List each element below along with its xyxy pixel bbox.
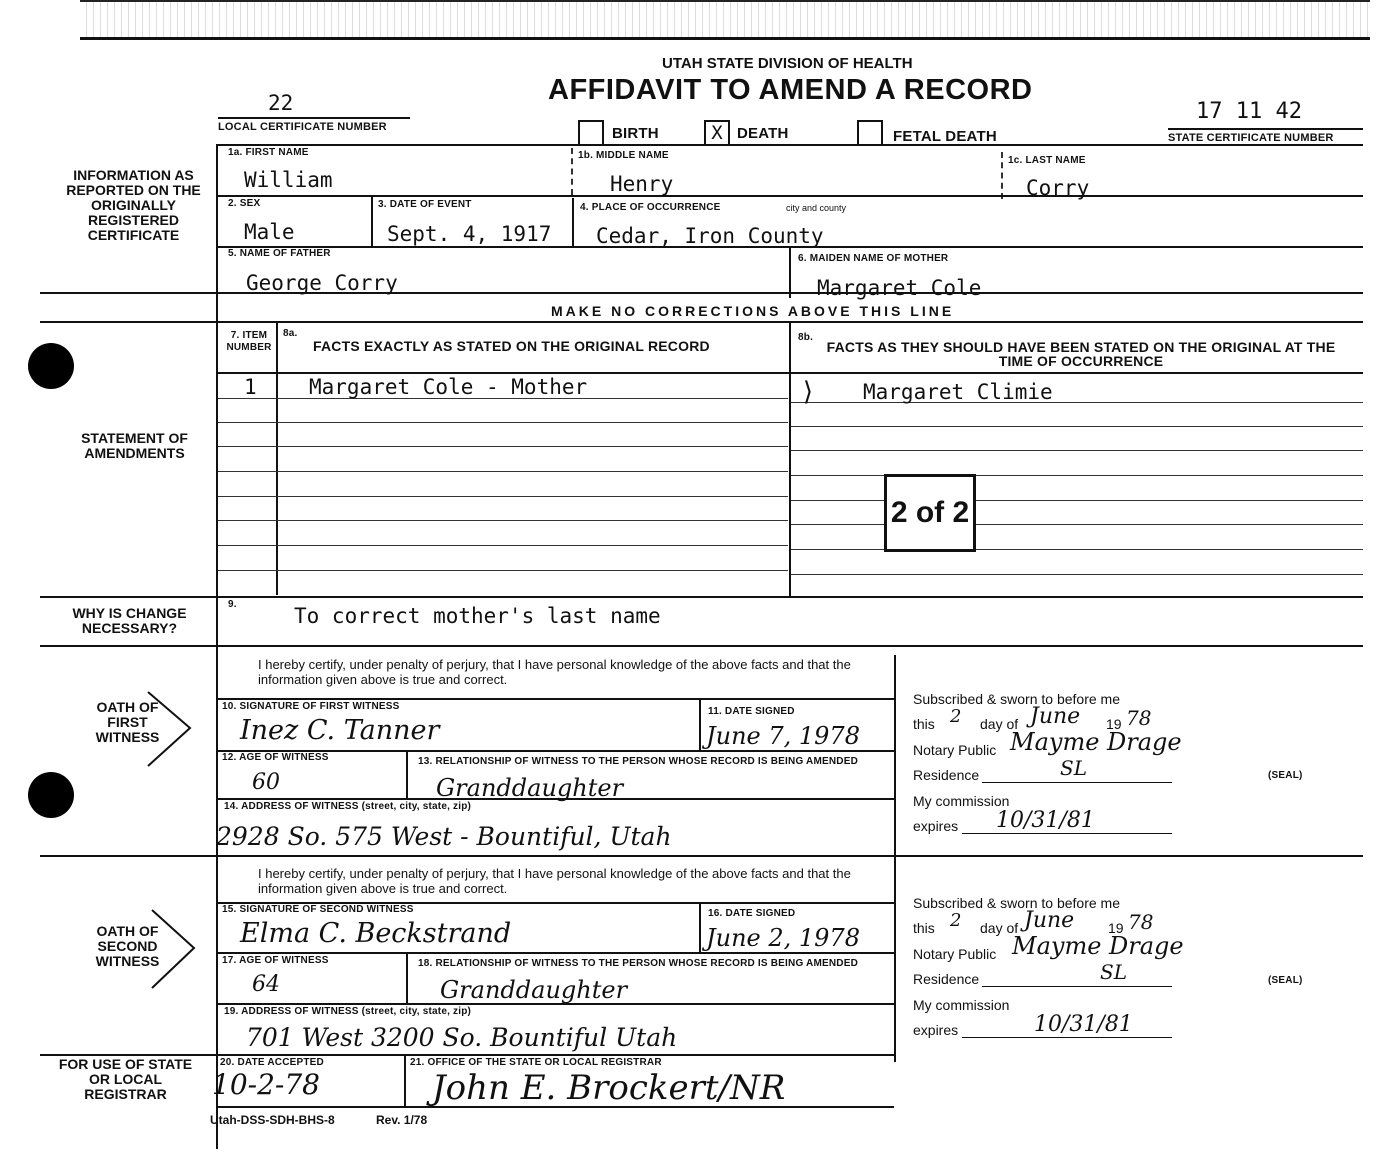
mother-value: Margaret Cole [817, 276, 982, 300]
section-why: WHY IS CHANGE NECESSARY? [72, 605, 187, 636]
divider [406, 750, 408, 798]
reason-tag: 9. [228, 599, 237, 610]
row-rule [218, 422, 788, 423]
registrar-office-label: 21. OFFICE OF THE STATE OR LOCAL REGISTRAR [410, 1057, 662, 1068]
death-checkbox[interactable]: X [704, 120, 730, 146]
notary2-expires-label: expires [913, 1022, 959, 1038]
row-rule [218, 471, 788, 472]
w1-age: 60 [252, 770, 280, 795]
birth-label: BIRTH [612, 125, 659, 142]
row-rule [791, 524, 1363, 525]
w2-address: 701 West 3200 So. Bountiful Utah [246, 1023, 678, 1052]
form-revision: Rev. 1/78 [376, 1113, 428, 1127]
divider [962, 833, 1172, 834]
divider [218, 372, 1363, 374]
notary1-expires-label: expires [913, 818, 959, 834]
divider [40, 855, 1363, 857]
divider [218, 1106, 894, 1108]
amend-corrected-fact: Margaret Climie [863, 380, 1053, 404]
birth-checkbox[interactable] [578, 120, 604, 146]
divider [404, 1056, 406, 1108]
state-cert-label: STATE CERTIFICATE NUMBER [1168, 132, 1334, 144]
w1-relationship-label: 13. RELATIONSHIP OF WITNESS TO THE PERSON WHOSE RECORD IS BEING AMENDED [418, 756, 858, 767]
divider [982, 782, 1172, 783]
notary1-day-of: day of [980, 716, 1019, 732]
row-rule [791, 549, 1363, 550]
first-name-value: William [244, 168, 333, 192]
w2-date: June 2, 1978 [706, 924, 860, 952]
col-8b-tag: 8b. [798, 332, 814, 343]
notary2-month: June [1024, 908, 1075, 933]
divider [789, 246, 791, 298]
date-accepted-label: 20. DATE ACCEPTED [220, 1057, 324, 1068]
oath-certification-text: I hereby certify, under penalty of perjury, that I have personal knowledge of the above facts and that the information given above is true and correct. [258, 657, 851, 687]
amend-arrow: ⟩ [800, 377, 816, 407]
w1-age-label: 12. AGE OF WITNESS [222, 752, 329, 763]
state-cert-number: 17 11 42 [1196, 99, 1302, 124]
divider [1168, 128, 1363, 130]
notary1-day: 2 [950, 706, 962, 727]
divider [40, 292, 1363, 294]
row-rule [218, 545, 788, 546]
w2-age-label: 17. AGE OF WITNESS [222, 955, 329, 966]
row-rule [218, 570, 788, 571]
row-rule [791, 500, 1363, 501]
middle-name-label: 1b. MIDDLE NAME [578, 150, 669, 161]
divider [699, 700, 701, 752]
divider [40, 596, 1363, 598]
section-statement: STATEMENT OF AMENDMENTS [81, 430, 188, 461]
agency-name: UTAH STATE DIVISION OF HEALTH [662, 55, 913, 72]
divider [571, 148, 573, 195]
notary1-seal: (SEAL) [1268, 770, 1303, 781]
notary1-signature: Mayme Drage [1010, 728, 1182, 756]
notary1-residence: SL [1060, 756, 1087, 780]
row-rule [791, 426, 1363, 427]
w2-signature: Elma C. Beckstrand [240, 918, 512, 949]
reason-text: To correct mother's last name [294, 604, 661, 628]
notary2-year: 78 [1128, 910, 1154, 934]
notary2-commission: My commission [913, 997, 1010, 1013]
middle-name-value: Henry [610, 172, 674, 196]
w2-relationship-label: 18. RELATIONSHIP OF WITNESS TO THE PERSON WHOSE RECORD IS BEING AMENDED [418, 958, 858, 969]
divider [1001, 152, 1003, 199]
col-8a-header: FACTS EXACTLY AS STATED ON THE ORIGINAL RECORD [313, 338, 710, 354]
w1-date: June 7, 1978 [706, 722, 860, 750]
divider [894, 655, 896, 1062]
divider [789, 323, 791, 598]
divider [40, 321, 1363, 323]
notary2-day: 2 [950, 910, 962, 931]
row-rule [791, 574, 1363, 575]
divider [218, 952, 894, 954]
col-8a-tag: 8a. [283, 328, 298, 339]
notary1-year-prefix: 19 [1106, 716, 1122, 732]
section-information: INFORMATION AS REPORTED ON THE ORIGINALLY REGISTERED CERTIFICATE [66, 167, 201, 243]
place-label: 4. PLACE OF OCCURRENCE [580, 202, 721, 213]
local-cert-label: LOCAL CERTIFICATE NUMBER [218, 121, 387, 133]
amend-original-fact: Margaret Cole - Mother [309, 375, 588, 399]
w2-age: 64 [252, 972, 280, 997]
section-oath-first: OATH OF FIRST WITNESS [95, 699, 160, 745]
divider [218, 144, 1363, 146]
notary2-seal: (SEAL) [1268, 975, 1303, 986]
form-title: AFFIDAVIT TO AMEND A RECORD [548, 74, 1033, 106]
w1-date-label: 11. DATE SIGNED [708, 706, 795, 717]
row-rule [791, 450, 1363, 451]
registrar-signature: John E. Brockert/NR [432, 1068, 786, 1108]
scan-top-edge [80, 0, 1370, 40]
punch-hole [28, 343, 74, 389]
page-stamp: 2 of 2 [884, 474, 976, 552]
w2-signature-label: 15. SIGNATURE OF SECOND WITNESS [222, 904, 414, 915]
no-corrections-note: MAKE NO CORRECTIONS ABOVE THIS LINE [551, 303, 955, 319]
divider [406, 952, 408, 1004]
notary1-public-label: Notary Public [913, 742, 997, 758]
father-label: 5. NAME OF FATHER [228, 248, 331, 259]
sex-label: 2. SEX [228, 198, 261, 209]
divider [371, 195, 373, 246]
first-name-label: 1a. FIRST NAME [228, 147, 309, 158]
death-label: DEATH [737, 125, 789, 142]
place-value: Cedar, Iron County [596, 224, 824, 248]
divider [218, 698, 894, 700]
notary2-signature: Mayme Drage [1012, 932, 1184, 960]
notary2-day-of: day of [980, 920, 1019, 936]
notary2-residence-label: Residence [913, 971, 980, 987]
punch-hole [28, 772, 74, 818]
last-name-label: 1c. LAST NAME [1008, 155, 1086, 166]
divider [40, 645, 1363, 647]
w2-relationship: Granddaughter [440, 976, 628, 1004]
w1-address: 2928 So. 575 West - Bountiful, Utah [216, 822, 672, 851]
divider [962, 1037, 1172, 1038]
row-rule [218, 496, 788, 497]
date-accepted: 10-2-78 [212, 1068, 320, 1101]
divider [218, 117, 410, 119]
notary2-this: this [913, 920, 935, 936]
bracket-chevron-icon [146, 690, 196, 768]
oath-certification-text: I hereby certify, under penalty of perjury, that I have personal knowledge of the above facts and that the information given above is true and correct. [258, 866, 851, 896]
divider [218, 798, 894, 800]
col-8b-header: FACTS AS THEY SHOULD HAVE BEEN STATED ON THE ORIGINAL AT THE TIME OF OCCURRENCE [826, 339, 1336, 369]
row-rule [218, 520, 788, 521]
local-cert-number: 22 [268, 91, 294, 115]
row-rule [791, 475, 1363, 476]
date-of-event-value: Sept. 4, 1917 [387, 222, 552, 246]
fetal-death-checkbox[interactable] [857, 120, 883, 146]
divider [218, 1003, 894, 1005]
date-of-event-label: 3. DATE OF EVENT [378, 199, 472, 210]
divider [276, 323, 278, 595]
notary2-residence: SL [1100, 960, 1127, 984]
notary1-month: June [1030, 704, 1081, 729]
w1-address-label: 14. ADDRESS OF WITNESS (street, city, state, zip) [224, 801, 472, 812]
divider [699, 902, 701, 952]
place-hint: city and county [786, 203, 847, 213]
divider [218, 195, 1363, 197]
fetal-death-label: FETAL DEATH [893, 128, 997, 145]
amend-item-number: 1 [244, 375, 257, 399]
w1-signature: Inez C. Tanner [240, 715, 440, 746]
bracket-chevron-icon [150, 908, 200, 990]
form-id: Utah-DSS-SDH-BHS-8 [210, 1113, 335, 1127]
divider [982, 986, 1172, 987]
notary1-commission: My commission [913, 793, 1010, 809]
notary2-sworn: Subscribed & sworn to before me [913, 895, 1120, 911]
notary1-expires: 10/31/81 [996, 808, 1095, 833]
mother-label: 6. MAIDEN NAME OF MOTHER [798, 253, 949, 264]
item-number-label: 7. ITEM NUMBER [226, 330, 272, 353]
notary1-year: 78 [1126, 706, 1152, 730]
notary2-public-label: Notary Public [913, 946, 997, 962]
section-oath-second: OATH OF SECOND WITNESS [95, 923, 160, 969]
notary1-this: this [913, 716, 935, 732]
notary2-year-prefix: 19 [1108, 920, 1124, 936]
w1-relationship: Granddaughter [436, 774, 624, 802]
divider [572, 198, 574, 246]
row-rule [218, 446, 788, 447]
w2-address-label: 19. ADDRESS OF WITNESS (street, city, state, zip) [224, 1006, 472, 1017]
notary2-expires: 10/31/81 [1034, 1012, 1133, 1037]
notary1-residence-label: Residence [913, 767, 980, 783]
section-registrar: FOR USE OF STATE OR LOCAL REGISTRAR [58, 1056, 193, 1102]
notary1-sworn: Subscribed & sworn to before me [913, 691, 1120, 707]
w1-signature-label: 10. SIGNATURE OF FIRST WITNESS [222, 701, 400, 712]
sex-value: Male [244, 220, 295, 244]
w2-date-label: 16. DATE SIGNED [708, 908, 796, 919]
father-value: George Corry [246, 271, 398, 295]
last-name-value: Corry [1026, 176, 1090, 200]
